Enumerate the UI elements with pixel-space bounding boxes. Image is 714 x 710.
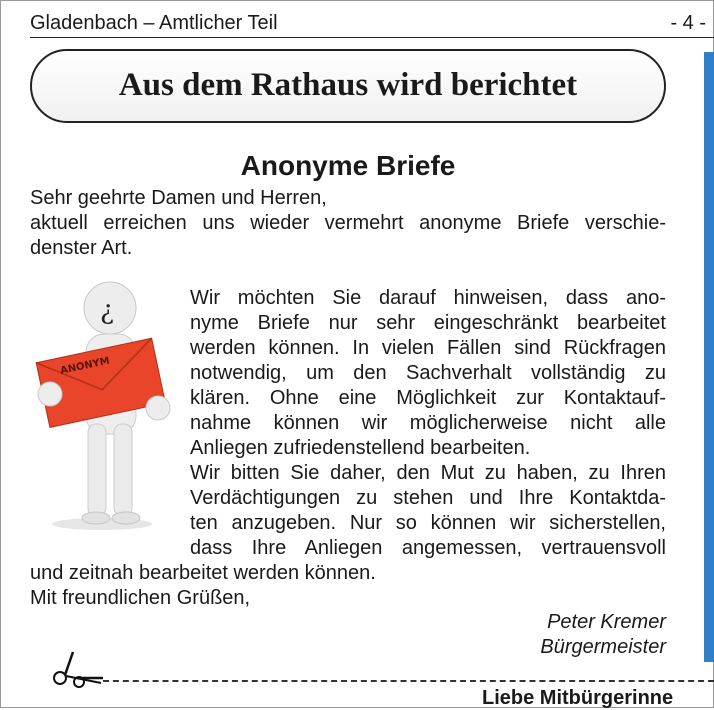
salutation: Sehr geehrte Damen und Herren, — [30, 187, 327, 209]
body-line: Verdächtigungen zu stehen und Ihre Kontaktda- — [190, 487, 666, 509]
body-line: notwendig, um den Sachverhalt vollständig zu — [190, 362, 666, 384]
closing: Mit freundlichen Grüßen, — [30, 587, 251, 609]
signature-title: Bürgermeister — [540, 636, 666, 658]
body-line: Anliegen zufriedenstellend bearbeiten. — [190, 437, 531, 459]
body-line: ten anzugeben. Nur so können wir sicherstellen, — [190, 512, 666, 534]
page-number: - 4 - — [670, 12, 706, 34]
header-rule — [30, 37, 714, 38]
body-line: Wir bitten Sie daher, den Mut zu haben, zu Ihren — [190, 462, 666, 484]
envelope-label: ANONYM — [59, 355, 111, 377]
section-banner — [30, 49, 666, 123]
signature-name: Peter Kremer — [547, 611, 666, 633]
accent-bar — [704, 52, 714, 662]
scissors-icon — [51, 648, 107, 688]
body-line: nahme können wir möglicherweise nicht alle — [190, 412, 666, 434]
intro-line: aktuell erreichen uns wieder vermehrt anonyme Briefe verschie- — [30, 212, 666, 234]
body-line: klären. Ohne eine Möglichkeit zur Kontaktauf- — [190, 387, 666, 409]
next-section-heading: Liebe Mitbürgerinne — [482, 687, 674, 709]
article-title: Anonyme Briefe — [240, 150, 456, 181]
cut-line — [103, 680, 714, 682]
body-line-full: und zeitnah bearbeitet werden können. — [30, 562, 376, 584]
body-line: Wir möchten Sie darauf hinweisen, dass ano- — [190, 287, 666, 309]
page-header — [30, 10, 710, 38]
anonymous-letter-illustration — [30, 274, 175, 532]
body-line: dass Ihre Anliegen angemessen, vertrauensvoll — [190, 537, 666, 559]
svg-text:¿: ¿ — [100, 296, 114, 326]
intro-line: denster Art. — [30, 237, 133, 259]
banner-text: Aus dem Rathaus wird berichtet — [118, 67, 578, 103]
body-line: nyme Briefe nur sehr eingeschränkt bearbeitet — [190, 312, 666, 334]
header-title: Gladenbach – Amtlicher Teil — [30, 12, 278, 34]
body-line: werden können. In vielen Fällen sind Rückfragen — [190, 337, 666, 359]
